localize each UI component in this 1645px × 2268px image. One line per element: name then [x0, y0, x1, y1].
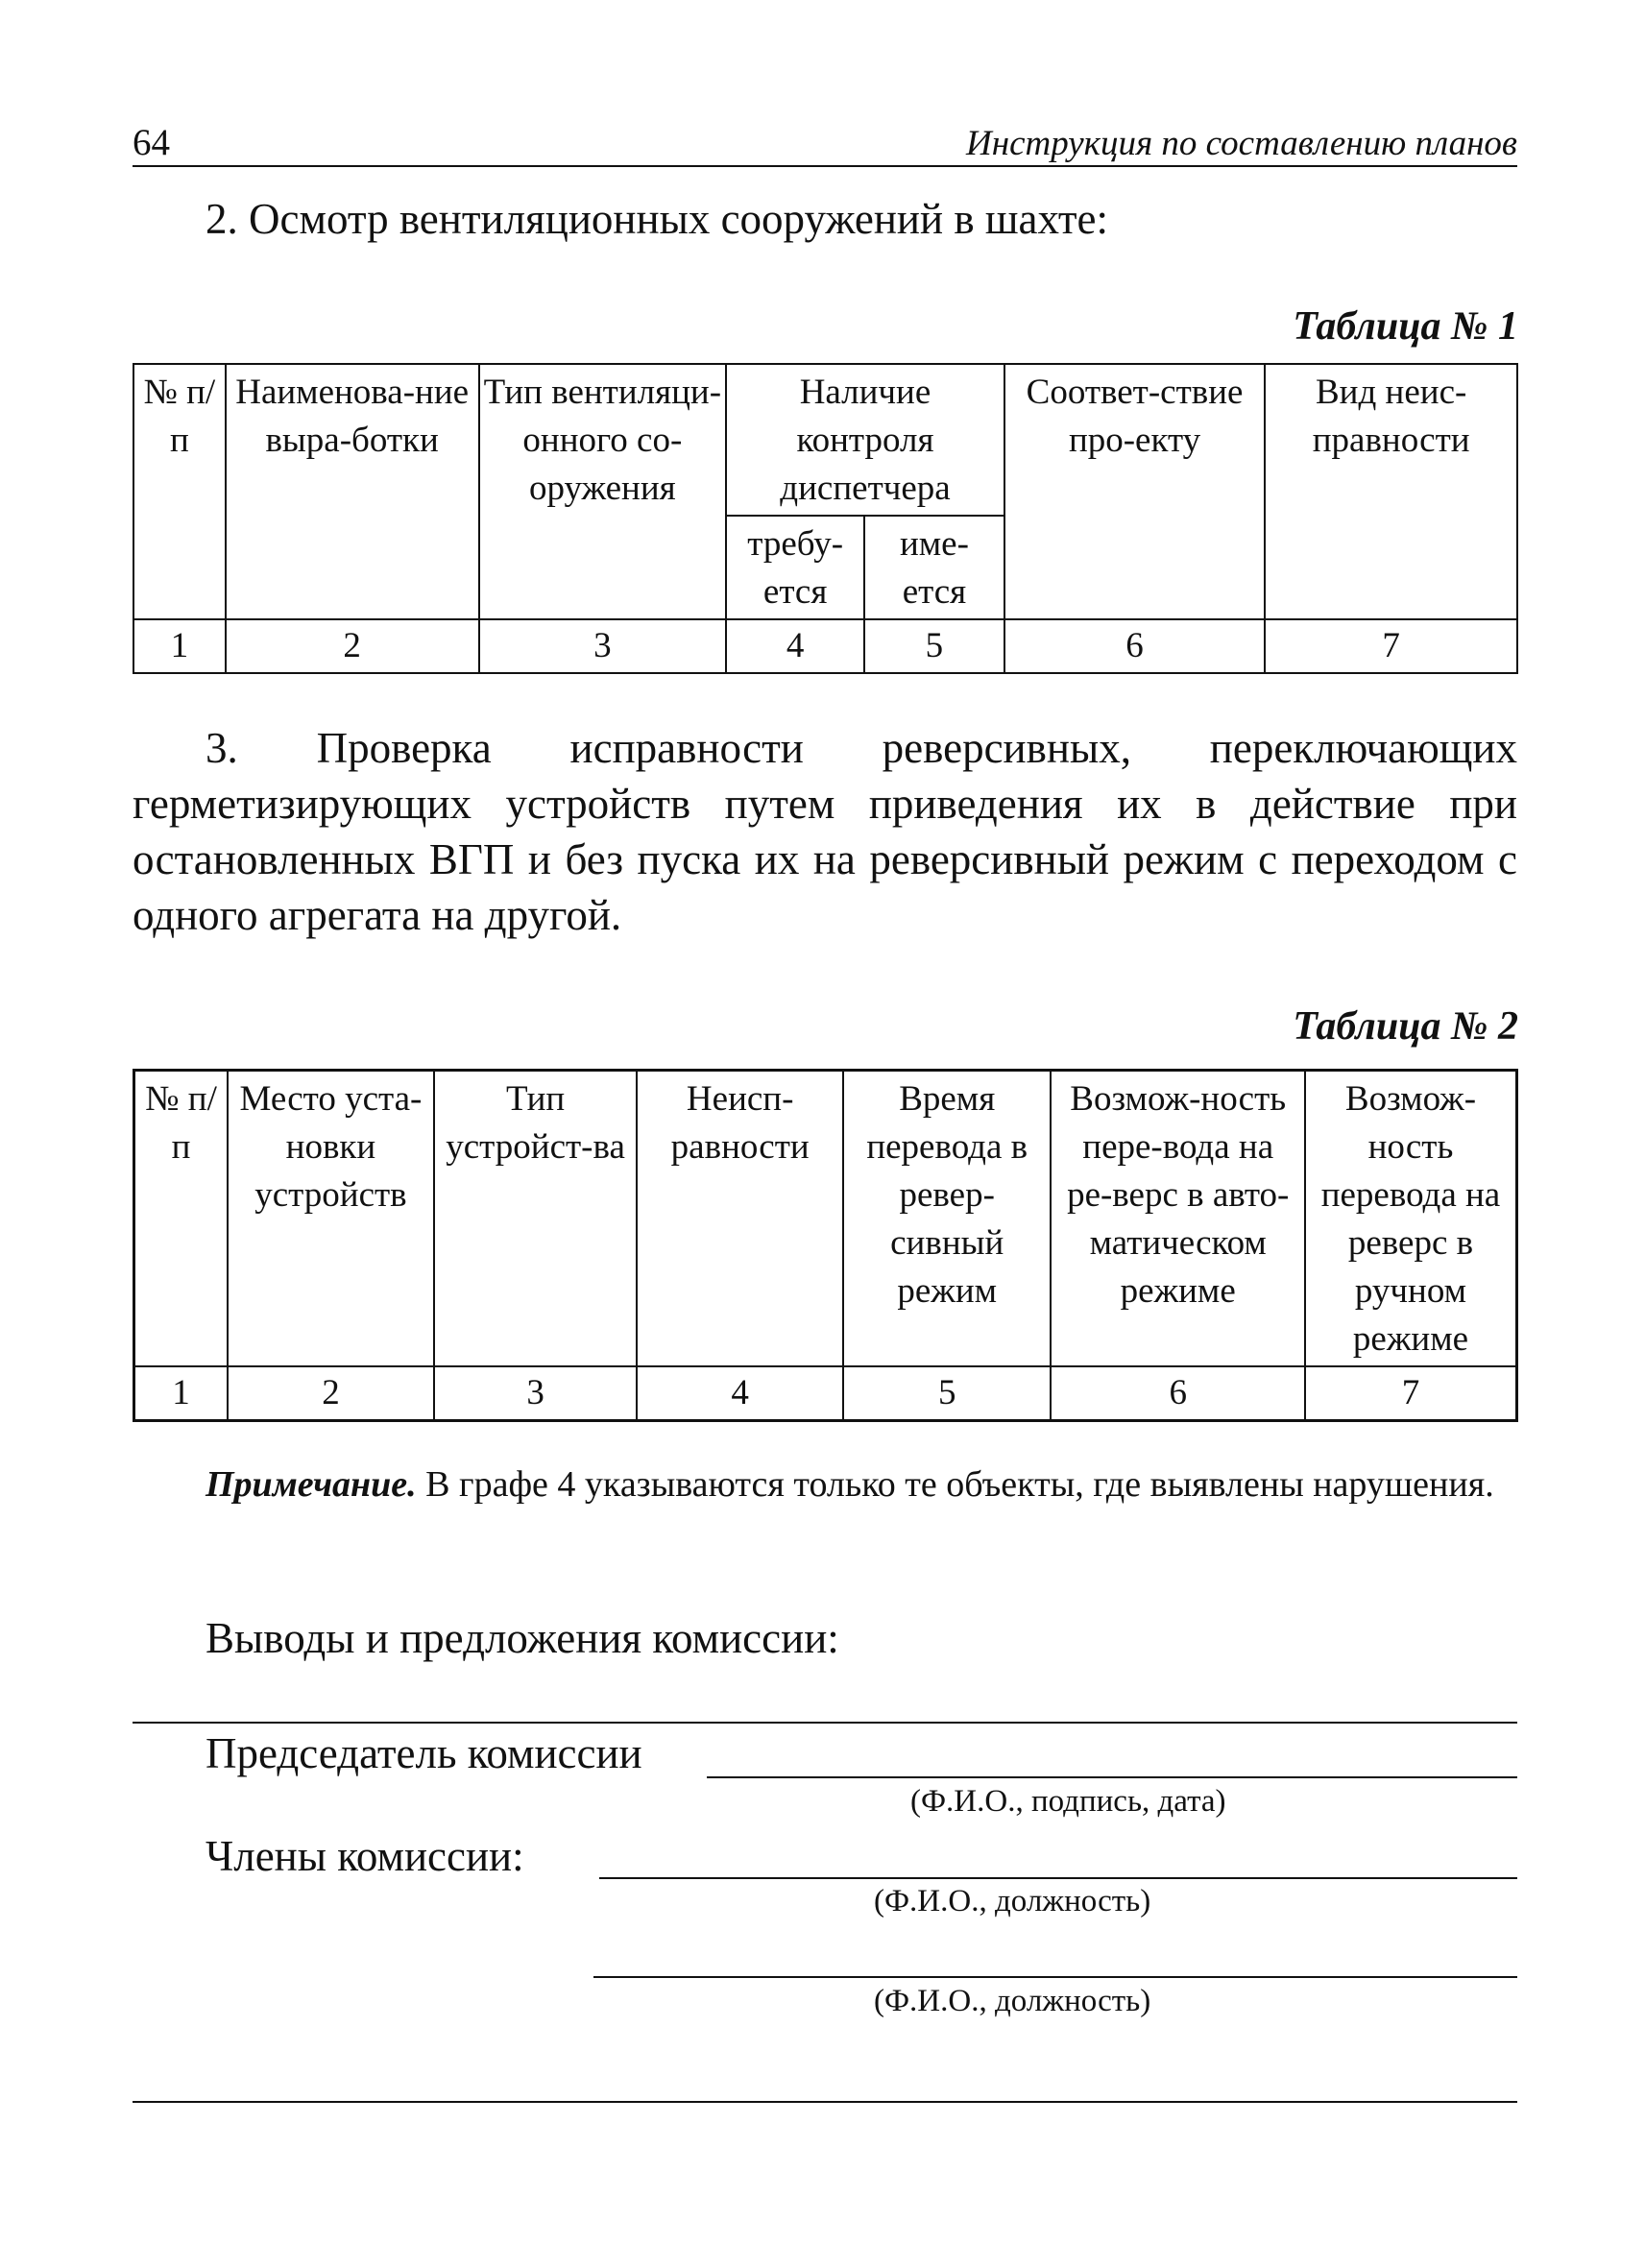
- t1-col-number: 7: [1265, 619, 1517, 673]
- t2-header-auto: Возмож-ность пере-вода на ре-верс в авто-матическом режиме: [1051, 1071, 1304, 1367]
- t2-col-number: 4: [637, 1366, 843, 1421]
- table-1-caption: Таблица № 1: [1293, 304, 1518, 349]
- chairman-caption: (Ф.И.О., подпись, дата): [910, 1784, 1226, 1819]
- members-label: Члены комиссии:: [206, 1832, 524, 1880]
- running-title: Инструкция по составлению планов: [966, 124, 1517, 163]
- t1-header-num: № п/п: [133, 364, 226, 619]
- t2-col-number: 1: [134, 1366, 229, 1421]
- t1-col-number: 2: [226, 619, 479, 673]
- t2-header-time: Время перевода в ревер-сивный режим: [843, 1071, 1052, 1367]
- chairman-signature-line: [707, 1776, 1517, 1778]
- t1-header-defect: Вид неис-правности: [1265, 364, 1517, 619]
- page-header: [133, 115, 1517, 167]
- t1-col-number: 6: [1004, 619, 1266, 673]
- t1-col-number: 4: [726, 619, 864, 673]
- t1-column-numbers-row: [133, 619, 1517, 673]
- t2-header-manual: Возмож-ность перевода на реверс в ручном режиме: [1305, 1071, 1517, 1367]
- t2-header-place: Место уста-новки устройств: [228, 1071, 434, 1367]
- t1-header-type: Тип вентиляци-онного со-оружения: [479, 364, 727, 619]
- note-text: В графе 4 указываются только те объекты, где выявлены нарушения.: [416, 1464, 1494, 1505]
- t1-header-control-required: требу-ется: [726, 516, 864, 619]
- bottom-rule: [133, 2101, 1517, 2103]
- t1-header-control: Наличие контроля диспетчера: [726, 364, 1004, 516]
- t2-header-type: Тип устройст-ва: [434, 1071, 638, 1367]
- note-paragraph: [133, 1460, 1517, 1509]
- member-caption-2: (Ф.И.О., должность): [874, 1984, 1151, 2018]
- t1-header-name: Наименова-ние выра-ботки: [226, 364, 479, 619]
- member-signature-line-1: [599, 1877, 1517, 1879]
- t1-header-conformity: Соответ-ствие про-екту: [1004, 364, 1266, 619]
- member-signature-line-2: [593, 1976, 1517, 1978]
- t2-header-num: № п/п: [134, 1071, 229, 1367]
- t2-column-numbers-row: [134, 1366, 1517, 1421]
- chairman-label: Председатель комиссии: [206, 1729, 642, 1777]
- t1-header-control-present: име-ется: [864, 516, 1004, 619]
- t1-col-number: 1: [133, 619, 226, 673]
- section-3-paragraph: 3. Проверка исправности реверсивных, переключающих герметизирующих устройств путем приведения их в действие при остановленных ВГП и без пуска их на реверсивный режим с переходом с одного агрегата на другой.: [133, 724, 1517, 939]
- t2-col-number: 2: [228, 1366, 434, 1421]
- t2-col-number: 7: [1305, 1366, 1517, 1421]
- t2-col-number: 6: [1051, 1366, 1304, 1421]
- t2-header-defects: Неисп-равности: [637, 1071, 843, 1367]
- conclusions-heading: Выводы и предложения комиссии:: [206, 1614, 839, 1662]
- t1-col-number: 5: [864, 619, 1004, 673]
- conclusions-line: [133, 1722, 1517, 1724]
- t1-col-number: 3: [479, 619, 727, 673]
- page-number: 64: [133, 122, 170, 163]
- table-2: [133, 1069, 1518, 1422]
- member-caption-1: (Ф.И.О., должность): [874, 1884, 1151, 1918]
- section-2-heading: 2. Осмотр вентиляционных сооружений в шахте:: [206, 195, 1108, 243]
- note-label: Примечание.: [206, 1464, 417, 1505]
- t2-col-number: 3: [434, 1366, 638, 1421]
- table-1: [133, 363, 1518, 674]
- t2-col-number: 5: [843, 1366, 1052, 1421]
- table-2-caption: Таблица № 2: [1293, 1004, 1518, 1049]
